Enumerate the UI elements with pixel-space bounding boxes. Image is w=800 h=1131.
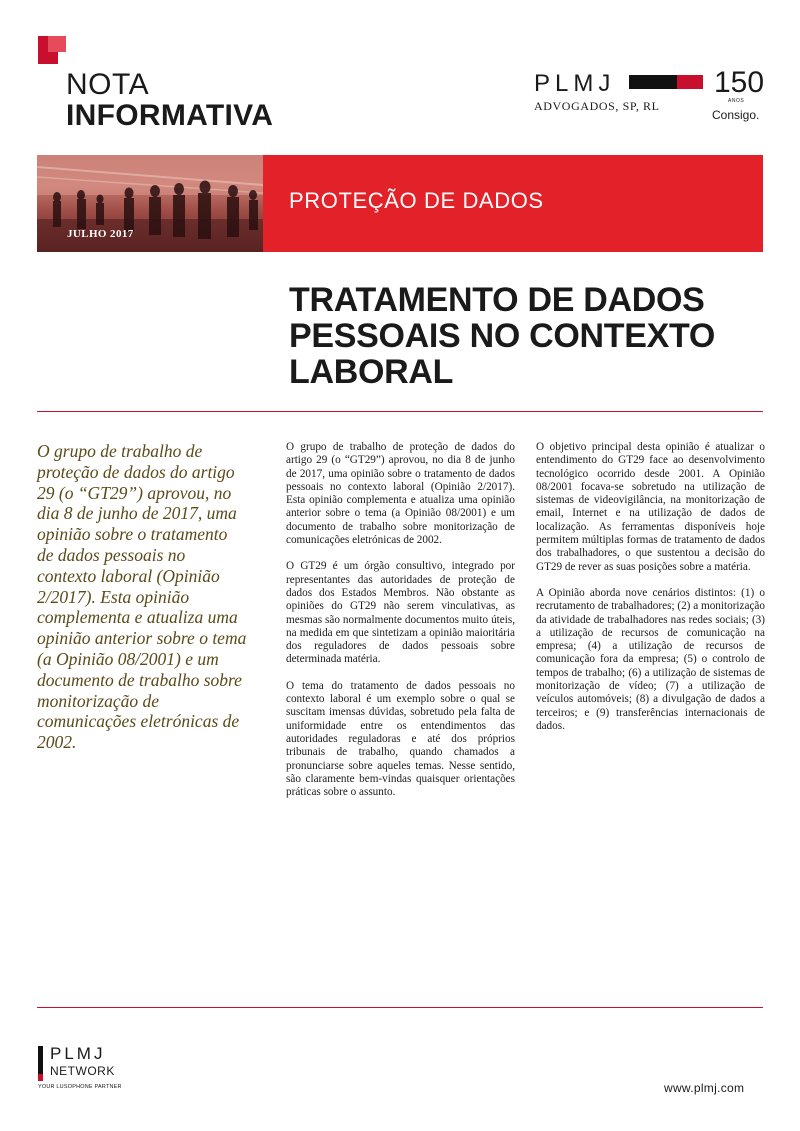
topic-banner — [37, 155, 763, 252]
article-title: TRATAMENTO DE DADOS PESSOAIS NO CONTEXTO LABORAL — [289, 281, 716, 391]
topic-label: PROTEÇÃO DE DADOS — [289, 188, 544, 213]
brand-bar-black — [629, 75, 677, 89]
divider-top — [37, 411, 763, 412]
footer-logo-network: NETWORK — [50, 1064, 115, 1078]
brand-subtitle: ADVOGADOS, SP, RL — [534, 99, 660, 113]
anniversary-badge — [708, 66, 765, 128]
publication-title — [66, 70, 273, 132]
brand-logo — [534, 66, 765, 130]
anniversary-label: ANOS — [728, 98, 745, 104]
pull-quote: O grupo de trabalho de proteção de dados do artigo 29 (o “GT29”) aprovou, no dia 8 de junho de 2017, uma opinião sobre o tratamento de dados pessoais no contexto laboral (Opinião 2/2017). Esta opinião complementa e atualiza uma opinião anterior sobre o tema (a Opinião 08/2001) e um documento de trabalho sobre monitorização de comunicações eletrónicas de 2002. — [37, 441, 247, 753]
article-column-2 — [536, 441, 765, 746]
article-column-1 — [286, 441, 515, 812]
paragraph: O objetivo principal desta opinião é atualizar o entendimento do GT29 face ao desenvolvimento tecnológico ocorrido desde 2001. A Opinião 08/2001 focava-se sobretudo na utilização de sistemas de videovigilância, na monitorização de email, Internet e na utilização de dados de localização. As ferramentas disponíveis hoje permitem múltiplas formas de tratamento de dados dos trabalhadores, o que sustentou a decisão do GT29 de rever as suas posições sobre a matéria. — [536, 441, 765, 573]
banner-photo — [37, 155, 263, 252]
issue-date: JULHO 2017 — [67, 228, 134, 240]
paragraph: O tema do tratamento de dados pessoais no contexto laboral é um exemplo sobre o qual se suscitam imensas dúvidas, sobretudo pela falta de uniformidade entre os entendimentos das autoridades reguladoras e até dos próprios tribunais de trabalho, quando chamados a pronunciarse sobre aqueles temas. Nesse sentido, são claramente bem-vindas quaisquer orientações práticas sobre o assunto. — [286, 679, 515, 799]
divider-bottom — [37, 1007, 763, 1008]
paragraph: O grupo de trabalho de proteção de dados do artigo 29 (o “GT29”) aprovou, no dia 8 de junho de 2017, uma opinião sobre o tratamento de dados pessoais no contexto laboral (Opinião 2/2017). Esta opinião complementa e atualiza uma opinião anterior sobre o tema (a Opinião 08/2001) e um documento de trabalho sobre monitorização de comunicações eletrónicas de 2002. — [286, 441, 515, 547]
corner-decoration-light — [48, 36, 66, 52]
footer-logo — [38, 1046, 148, 1096]
brand-bar-red — [677, 75, 703, 89]
website-link[interactable]: www.plmj.com — [664, 1081, 745, 1095]
brand-name: PLMJ — [534, 70, 616, 97]
footer-logo-tagline: YOUR LUSOPHONE PARTNER — [38, 1084, 122, 1090]
footer-logo-bar-red — [38, 1074, 43, 1081]
publication-title-line2: INFORMATIVA — [66, 99, 274, 132]
paragraph: O GT29 é um órgão consultivo, integrado por representantes das autoridades de proteção de dados dos Estados Membros. Não obstante as opiniões do GT29 não serem vinculativas, as mesmas são normalmente documentos muito úteis, na medida em que sintetizam a opinião maioritária dos reguladores de dados pessoais sobre determinada matéria. — [286, 560, 515, 666]
paragraph: A Opinião aborda nove cenários distintos: (1) o recrutamento de trabalhadores; (2) a monitorização da atividade de trabalhadores nas redes sociais; (3) a utilização de recursos de comunicação na empresa; (4) a utilização de recursos de comunicação fora da empresa; (5) o controlo de tempos de trabalho; (6) a utilização de sistemas de monitorização de vídeo; (7) a utilização de veículos automóveis; (8) a divulgação de dados a terceiros; e (9) transferências internacionais de dados. — [536, 586, 765, 732]
footer-logo-bar — [38, 1046, 43, 1074]
footer-logo-name: PLMJ — [50, 1044, 106, 1063]
anniversary-number: 150 — [714, 66, 765, 99]
brand-tagline: Consigo. — [712, 108, 760, 122]
publication-title-line1: NOTA — [66, 68, 150, 101]
